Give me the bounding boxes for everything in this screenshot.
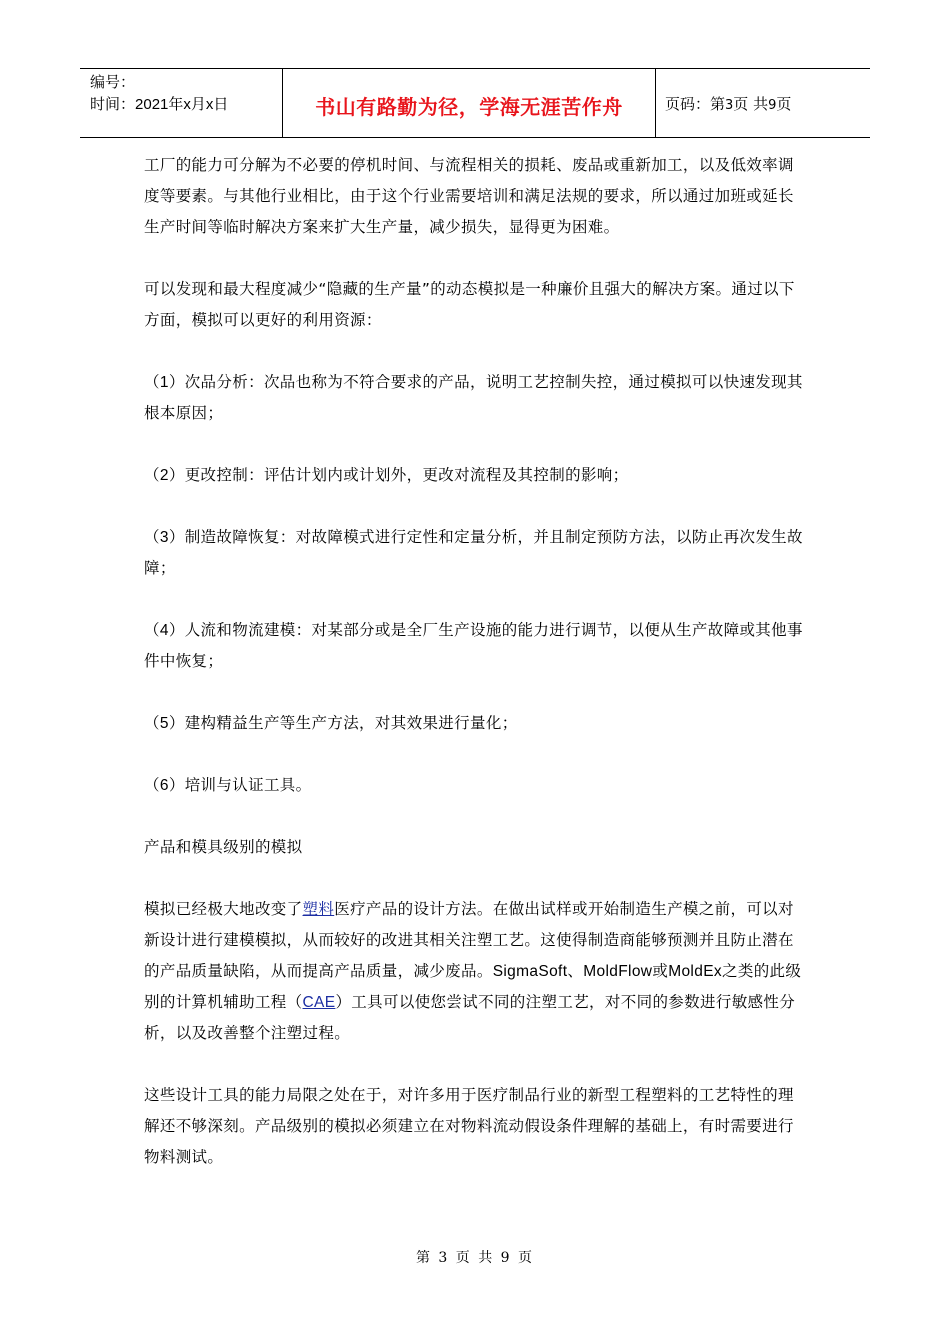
text-run: ）工具可以使您尝试不同的注塑工艺，对不同的参数进行敏感性分析，以及改善整个注塑过程。 xyxy=(144,993,796,1042)
item-text: 人流和物流建模：对某部分或是全厂生产设施的能力进行调节，以便从生产故障或其他事件中恢复； xyxy=(144,621,803,670)
time-unit-day: 日 xyxy=(213,95,229,113)
item-index: 5 xyxy=(159,715,169,732)
item-number: （1） xyxy=(144,374,185,391)
header-meta xyxy=(90,71,228,116)
number-label: 编号： xyxy=(90,73,136,91)
item-index: 4 xyxy=(159,622,169,639)
item-text: 建构精益生产等生产方法，对其效果进行量化； xyxy=(184,714,518,732)
page-current: 3 xyxy=(725,98,734,113)
text-run: 、 xyxy=(567,962,584,980)
paragraph xyxy=(144,894,806,1049)
item-number: （6） xyxy=(144,777,185,794)
list-item xyxy=(144,367,806,429)
item-text: 更改控制：评估计划内或计划外，更改对流程及其控制的影响； xyxy=(184,466,629,484)
item-index: 1 xyxy=(159,374,169,391)
text-run: 模拟已经极大地改变了 xyxy=(144,900,303,918)
section-title: 产品和模具级别的模拟 xyxy=(144,838,303,856)
plastics-link[interactable]: 塑料 xyxy=(302,900,335,918)
item-index: 2 xyxy=(159,467,169,484)
header-motto: 书山有路勤为径，学海无涯苦作舟 xyxy=(315,95,623,119)
cae-link[interactable]: CAE xyxy=(302,994,336,1011)
text-run: 医疗产品的设计方法。在做出试样或开始制造生产模之前，可以对新设计进行建模模拟，从而较好的改进其相关注塑工艺。这使得制造商能够预测并且防止潜在的产品质量缺陷，从而提高产品质量，减少废品。 xyxy=(144,900,794,980)
list-item xyxy=(144,615,806,677)
page-header xyxy=(80,68,870,138)
text-run: 或 xyxy=(652,962,669,980)
time-year: 2021 xyxy=(135,96,169,113)
list-item xyxy=(144,460,806,491)
item-index: 6 xyxy=(159,777,169,794)
page-label: 页码：第 xyxy=(665,95,726,113)
paragraph: 可以发现和最大程度减少“隐藏的生产量”的动态模拟是一种廉价且强大的解决方案。通过以下方面，模拟可以更好的利用资源： xyxy=(144,280,795,329)
item-number: （2） xyxy=(144,467,185,484)
time-line xyxy=(90,93,228,116)
software-name: MoldFlow xyxy=(583,963,653,980)
item-text: 培训与认证工具。 xyxy=(184,776,312,794)
time-month: x xyxy=(183,96,191,113)
paragraph: 这些设计工具的能力局限之处在于，对许多用于医疗制品行业的新型工程塑料的工艺特性的理解还不够深刻。产品级别的模拟必须建立在对物料流动假设条件理解的基础上，有时需要进行物料测试。 xyxy=(144,1086,794,1166)
time-label: 时间： xyxy=(90,95,136,113)
paragraph: 工厂的能力可分解为不必要的停机时间、与流程相关的损耗、废品或重新加工，以及低效率调度等要素。与其他行业相比，由于这个行业需要培训和满足法规的要求，所以通过加班或延长生产时间等临时解决方案来扩大生产量，减少损失，显得更为困难。 xyxy=(144,156,794,236)
list-item xyxy=(144,522,806,584)
page-end: 页 xyxy=(776,95,792,113)
header-divider xyxy=(655,69,656,137)
item-index: 3 xyxy=(159,529,169,546)
document-body xyxy=(144,150,806,1204)
item-number: （5） xyxy=(144,715,185,732)
text-run: 之类的此级别的计算机辅助工程（ xyxy=(144,962,802,1011)
item-text: 制造故障恢复：对故障模式进行定性和定量分析，并且制定预防方法，以防止再次发生故障； xyxy=(144,528,803,577)
software-name: MoldEx xyxy=(668,963,722,980)
software-name: SigmaSoft xyxy=(492,963,568,980)
item-text: 次品分析：次品也称为不符合要求的产品，说明工艺控制失控，通过模拟可以快速发现其根本原因； xyxy=(144,373,803,422)
list-item xyxy=(144,708,806,739)
time-day: x xyxy=(205,96,214,113)
time-unit-month: 月 xyxy=(190,95,206,113)
list-item xyxy=(144,770,806,801)
time-unit-year: 年 xyxy=(168,95,184,113)
page-total: 9 xyxy=(768,98,777,113)
page-footer: 第 3 页 共 9 页 xyxy=(415,1250,535,1266)
header-page-number xyxy=(665,93,791,114)
page-mid: 页 共 xyxy=(733,95,769,113)
item-number: （3） xyxy=(144,529,185,546)
item-number: （4） xyxy=(144,622,185,639)
